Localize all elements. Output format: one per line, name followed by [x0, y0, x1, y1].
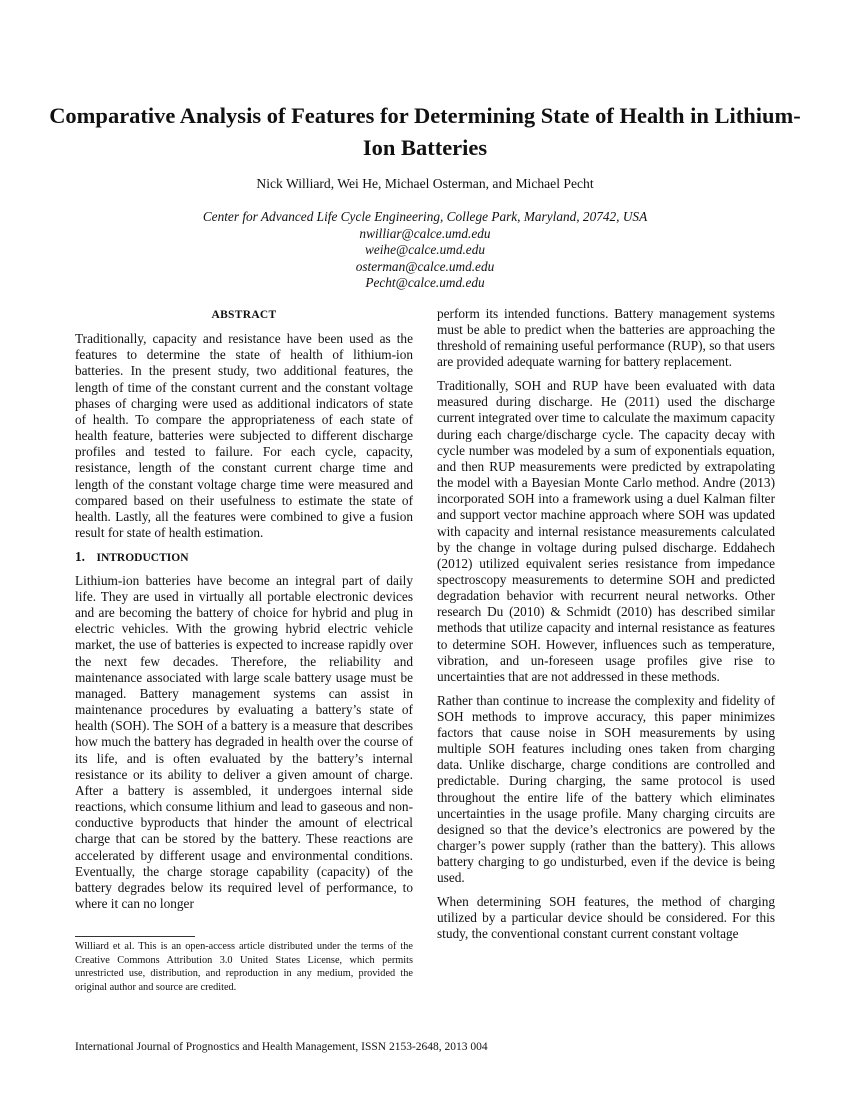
affiliation-block: [0, 209, 850, 292]
intro-paragraph: Traditionally, SOH and RUP have been evaluated with data measured during discharge. He (2011) used the discharge current integrated over time to calculate the maximum capacity during each charge/discharge cycle. The capacity decay with cycle number was modeled by a sum of exponentials equation, and then RUP measurements were predicted by extrapolating the model with a Bayesian Monte Carlo method. Andre (2013) incorporated SOH into a framework using a duel Kalman filter and support vector machine approach where SOH was updated with capacity and internal resistance measurements calculated by the change in voltage during pulsed discharge. Eddahech (2012) utilized equivalent series resistance from impedance spectroscopy measurements to determine SOH and predicted degradation behavior with recurrent neural networks. Other research Du (2010) & Schmidt (2010) has described similar methods that utilize capacity and internal resistance as features to determine SOH. However, influences such as temperature, vibration, and un-foreseen usage profiles give rise to uncertainties that are not addressed in these methods.: [437, 378, 775, 684]
intro-paragraph: Rather than continue to increase the complexity and fidelity of SOH methods to improve accuracy, this paper minimizes factors that cause noise in SOH measurements by using multiple SOH features including ones taken from charging data. Unlike discharge, charge conditions are controlled and predictable. During charging, the same protocol is used throughout the entire life of the battery which eliminates uncertainties in the usage profile. Many charging circuits are designed so that the device’s electronics are powered by the charger’s power supply (rather than the battery). This allows battery charging to go undisturbed, even if the device is being used.: [437, 692, 775, 886]
section-title: INTRODUCTION: [96, 551, 189, 564]
intro-paragraph: Lithium-ion batteries have become an integral part of daily life. They are used in virtually all portable electronic devices and are becoming the battery of choice for hybrid and plug in electric vehicles. With the growing hybrid electric vehicle market, the use of batteries is expected to increase rapidly over the next few decades. Therefore, the reliability and maintenance associated with large scale battery usage must be managed. Battery management systems can assist in maintenance procedures by evaluating a battery’s state of health (SOH). The SOH of a battery is a measure that describes how much the battery has degraded in health over the course of its life, and is often evaluated by the battery’s internal resistance or its ability to deliver a given amount of charge. After a battery is assembled, it undergoes internal side reactions, which consume lithium and lead to gaseous and non-conductive byproducts that hinder the amount of electrical charge that can be stored by the battery. These reactions are accelerated by different usage and environmental conditions. Eventually, the charge storage capability (capacity) of the battery degrades below its required level of performance, to where it can no longer: [75, 572, 413, 911]
intro-paragraph: When determining SOH features, the method of charging utilized by a particular device should be considered. For this study, the conventional constant current constant voltage: [437, 893, 775, 942]
left-column: [75, 307, 413, 920]
journal-footer: International Journal of Prognostics and Health Management, ISSN 2153-2648, 2013 004: [75, 1041, 488, 1053]
abstract-heading: ABSTRACT: [211, 309, 277, 321]
author-email[interactable]: weihe@calce.umd.edu: [364, 242, 486, 258]
section-number: 1.: [75, 548, 85, 564]
affiliation: Center for Advanced Life Cycle Engineering, College Park, Maryland, 20742, USA: [202, 209, 648, 224]
author-email[interactable]: nwilliar@calce.umd.edu: [359, 225, 491, 241]
license-footnote: Williard et al. This is an open-access article distributed under the terms of the Creative Commons Attribution 3.0 United States License, which permits unrestricted use, distribution, and reproduction in any medium, provided the original author and source are credited.: [75, 941, 413, 993]
author-email[interactable]: Pecht@calce.umd.edu: [365, 275, 485, 291]
author-list: Nick Williard, Wei He, Michael Osterman, and Michael Pecht: [256, 176, 594, 191]
author-email[interactable]: osterman@calce.umd.edu: [355, 258, 495, 274]
section-heading: [75, 549, 413, 566]
footnote-divider: [75, 936, 195, 937]
paper-title: Comparative Analysis of Features for Determining State of Health in Lithium-Ion Batteries: [49, 103, 801, 160]
abstract-text: Traditionally, capacity and resistance have been used as the features to determine the state of health of lithium-ion batteries. In the present study, two additional features, the length of time of the constant current and the constant voltage phases of charging were used as additional indicators of state of health. To compare the appropriateness of each state of health feature, batteries were subjected to different discharge profiles and tested to failure. For each cycle, capacity, resistance, length of the constant current charge time and length of the constant voltage charge time were measured and compared based on their usefulness to estimate the state of health. Lastly, all the features were combined to give a fusion result for state of health estimation.: [75, 331, 413, 541]
right-column: [437, 306, 775, 950]
intro-paragraph: perform its intended functions. Battery management systems must be able to predict when the batteries are approaching the threshold of remaining useful performance (RUP), so that users are provided adequate warning for battery replacement.: [437, 306, 775, 370]
